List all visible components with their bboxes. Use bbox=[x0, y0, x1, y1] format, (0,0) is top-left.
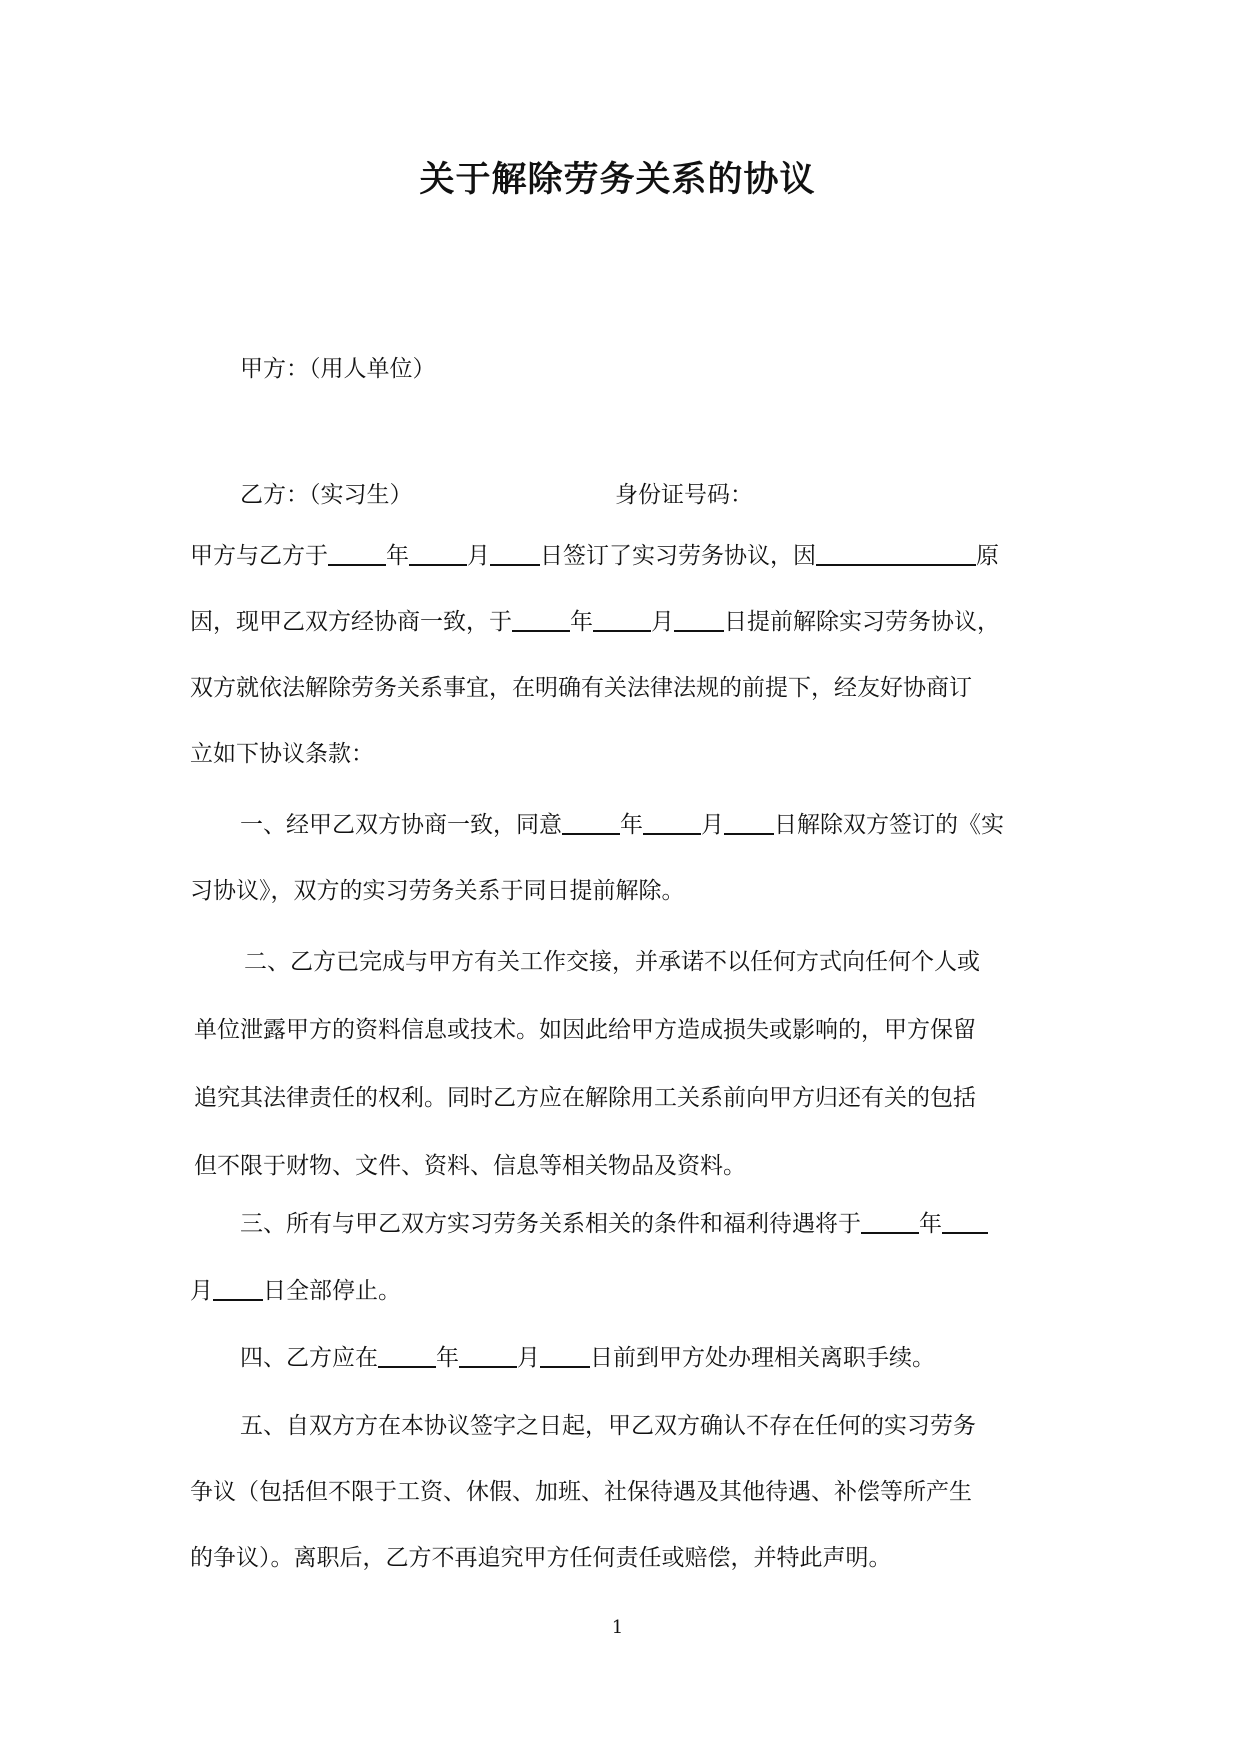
intro-line-1: 甲方与乙方于 年 月 日签订了实习劳务协议，因 原 bbox=[190, 539, 999, 573]
clause-5-line-3: 的争议）。离职后，乙方不再追究甲方任何责任或赔偿，并特此声明。 bbox=[190, 1545, 892, 1571]
clause-1-line-2: 习协议》，双方的实习劳务关系于同日提前解除。 bbox=[190, 878, 685, 904]
blank-year bbox=[512, 605, 570, 632]
intro-line-2: 因，现甲乙双方经协商一致，于 年 月 日提前解除实习劳务协议， bbox=[190, 605, 1000, 639]
blank-month bbox=[942, 1207, 988, 1234]
blank-year bbox=[378, 1341, 436, 1368]
clause-2-line-1: 二、乙方已完成与甲方有关工作交接，并承诺不以任何方式向任何个人或 bbox=[244, 949, 980, 975]
clause-3-line-1: 三、所有与甲乙双方实习劳务关系相关的条件和福利待遇将于 年 bbox=[240, 1207, 988, 1241]
blank-year bbox=[328, 539, 386, 566]
party-b-line: 乙方：（实习生） bbox=[240, 482, 413, 508]
blank-month bbox=[593, 605, 651, 632]
blank-day bbox=[724, 808, 774, 835]
blank-day bbox=[540, 1341, 590, 1368]
blank-reason bbox=[816, 539, 976, 566]
page-number: 1 bbox=[611, 1617, 624, 1638]
clause-2-line-2: 单位泄露甲方的资料信息或技术。如因此给甲方造成损失或影响的，甲方保留 bbox=[194, 1017, 976, 1043]
party-a-line: 甲方：（用人单位） bbox=[240, 356, 436, 382]
blank-year bbox=[861, 1207, 919, 1234]
blank-day bbox=[674, 605, 724, 632]
clause-2-line-3: 追究其法律责任的权利。同时乙方应在解除用工关系前向甲方归还有关的包括 bbox=[194, 1085, 976, 1111]
clause-3-line-2: 月 日全部停止。 bbox=[190, 1274, 401, 1308]
id-number-label: 身份证号码： bbox=[615, 482, 753, 508]
intro-line-4: 立如下协议条款： bbox=[190, 741, 374, 767]
blank-year bbox=[562, 808, 620, 835]
blank-day bbox=[490, 539, 540, 566]
clause-1-line-1: 一、经甲乙双方协商一致，同意 年 月 日解除双方签订的《实 bbox=[240, 808, 1004, 842]
blank-month bbox=[459, 1341, 517, 1368]
clause-5-line-2: 争议（包括但不限于工资、休假、加班、社保待遇及其他待遇、补偿等所产生 bbox=[190, 1479, 972, 1505]
blank-month bbox=[643, 808, 701, 835]
clause-5-line-1: 五、自双方方在本协议签字之日起，甲乙双方确认不存在任何的实习劳务 bbox=[240, 1413, 976, 1439]
clause-2-line-4: 但不限于财物、文件、资料、信息等相关物品及资料。 bbox=[194, 1153, 746, 1179]
clause-4-line-1: 四、乙方应在 年 月 日前到甲方处办理相关离职手续。 bbox=[240, 1341, 935, 1375]
document-title: 关于解除劳务关系的协议 bbox=[419, 159, 816, 200]
intro-line-3: 双方就依法解除劳务关系事宜，在明确有关法律法规的前提下，经友好协商订 bbox=[190, 675, 972, 701]
blank-day bbox=[213, 1274, 263, 1301]
blank-month bbox=[409, 539, 467, 566]
